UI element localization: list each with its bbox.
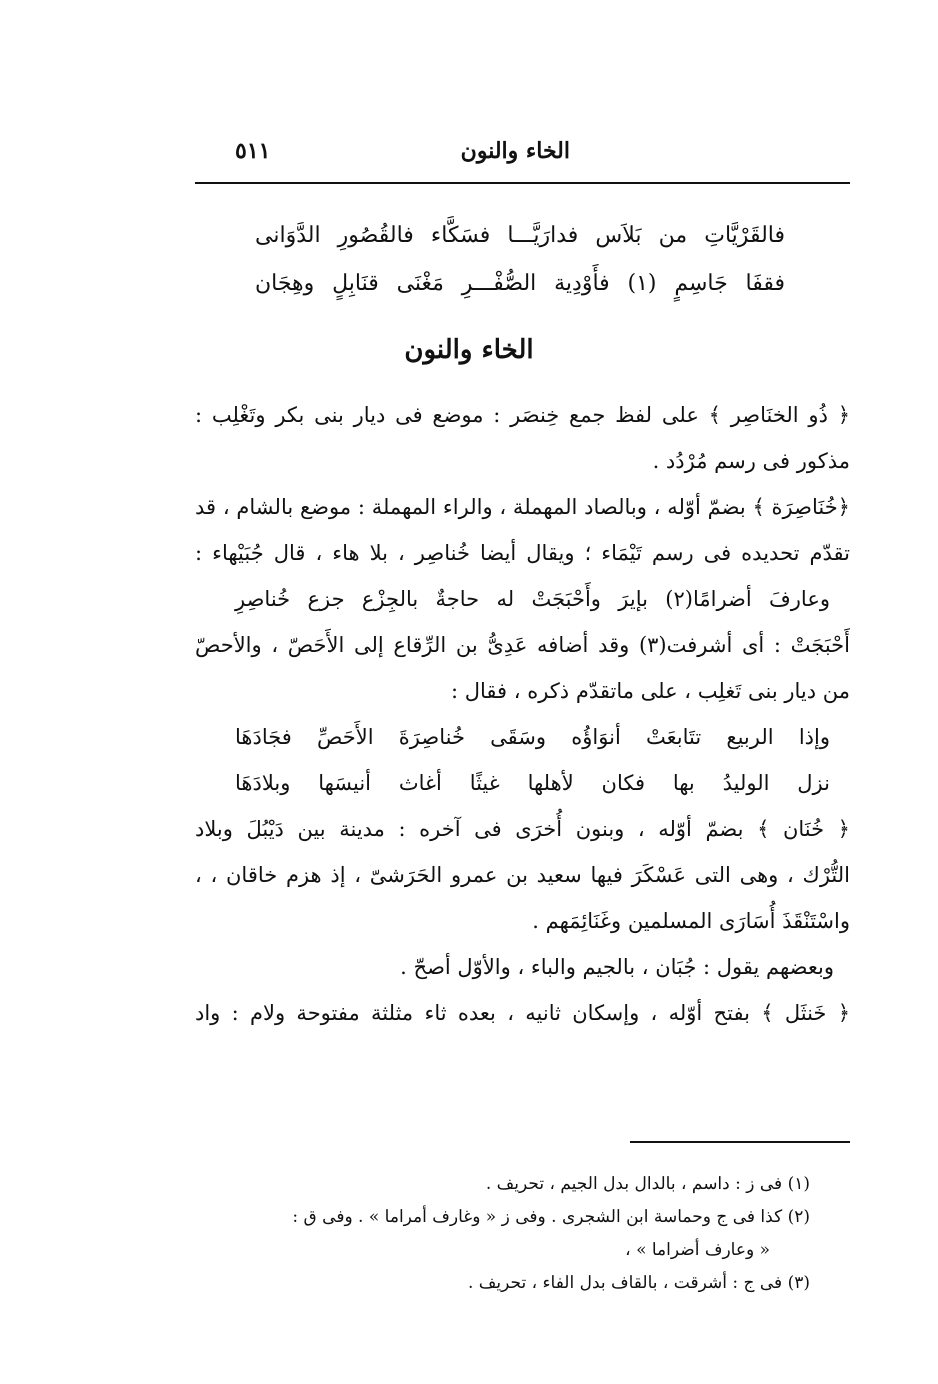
opening-verses xyxy=(255,212,785,308)
running-header xyxy=(195,138,850,174)
section-title: الخاء والنون xyxy=(404,335,534,365)
verse-line: فقفَا جَاسِمٍ (١) فأَوْدِية الصُّفْـــرِ مَغْنَى قنَابِلٍ وهِجَان xyxy=(255,271,785,296)
footnote: (٣) فى ج : أشرقت ، بالقاف بدل الفاء ، تحريف . xyxy=(468,1273,810,1293)
body-line: مذكور فى رسم مُرْدُد . xyxy=(652,449,850,473)
body-line: تقدّم تحديده فى رسم تَيْمَاء ؛ ويقال أيضا خُناصِر ، بلا هاء ، قال جُبَيْهاء : xyxy=(195,541,850,565)
footnote: (١) فى ز : داسم ، بالدال بدل الجيم ، تحريف . xyxy=(485,1174,810,1194)
poem-line: نزل الوليدُ بها فكان لأهلها غيثًا أغاث أنيسَها وبلادَهَا xyxy=(235,771,830,795)
body-line: واسْتَنْقَذَ أُسَارَى المسلمين وغَنَائِمَهم . xyxy=(532,909,850,933)
main-text xyxy=(195,392,850,1036)
poem-line: وعارفَ أضرامًا(٢) بإيرَ وأَحْبَجَتْ له حاجةٌ بالجِزْع جزع خُناصِرِ xyxy=(235,587,831,611)
body-line: التُّرْك ، وهى التى عَسْكَرَ فيها سعيد بن عمرو الحَرَشىّ ، إذ هزم خاقان ، ، xyxy=(195,863,850,887)
body-line: من ديار بنى تَغلِب ، على ماتقدّم ذكره ، فقال : xyxy=(451,679,850,703)
body-line: أَحْبَجَتْ : أى أشرفت(٣) وقد أضافه عَدِىُّ بن الرِّقاع إلى الأَحَصّ ، والأحصّ xyxy=(195,633,850,657)
body-line: ﴿ ذُو الخنَاصِر ﴾ على لفظ جمع خِنصَر : موضع فى ديار بنى بكر وتَغْلِب : xyxy=(195,403,850,427)
header-rule xyxy=(195,182,850,184)
body-line: وبعضهم يقول : جُبَان ، بالجيم والباء ، والأوّل أصحّ . xyxy=(400,955,834,979)
poem-line: وإذا الربيع تتَابعَتْ أنوَاؤُه وسَقَى خُناصِرَةَ الأَحَصِّ فجَادَهَا xyxy=(235,725,830,749)
verse-line: فالقَرْيَّاتِ من بَلاَس فدارَيَّـــا فسَكَّاء فالقُصُورِ الدَّوَانى xyxy=(255,223,785,248)
footnote-continuation: « وعارف أضراما » ، xyxy=(625,1240,770,1260)
footnote: (٢) كذا فى ج وحماسة ابن الشجرى . وفى ز « وغارف أمراما » . وفى ق : xyxy=(292,1207,810,1227)
body-line: ﴿ خَنثَل ﴾ بفتح أوّله ، وإسكان ثانيه ، بعده ثاء مثلثة مفتوحة ولام : واد xyxy=(195,1001,850,1025)
body-line: ﴿ خُنَان ﴾ بضمّ أوّله ، وبنون أُخرَى فى آخره : مدينة بين دَيْبُلَ وبلاد xyxy=(195,817,850,841)
running-title: الخاء والنون xyxy=(460,138,570,164)
body-line: ﴿خُنَاصِرَة ﴾ بضمّ أوّله ، وبالصاد المهملة ، والراء المهملة : موضع بالشام ، قد xyxy=(195,495,850,519)
footnote-rule xyxy=(630,1141,850,1143)
footnotes xyxy=(195,1168,850,1300)
page-number: ٥١١ xyxy=(235,138,271,164)
